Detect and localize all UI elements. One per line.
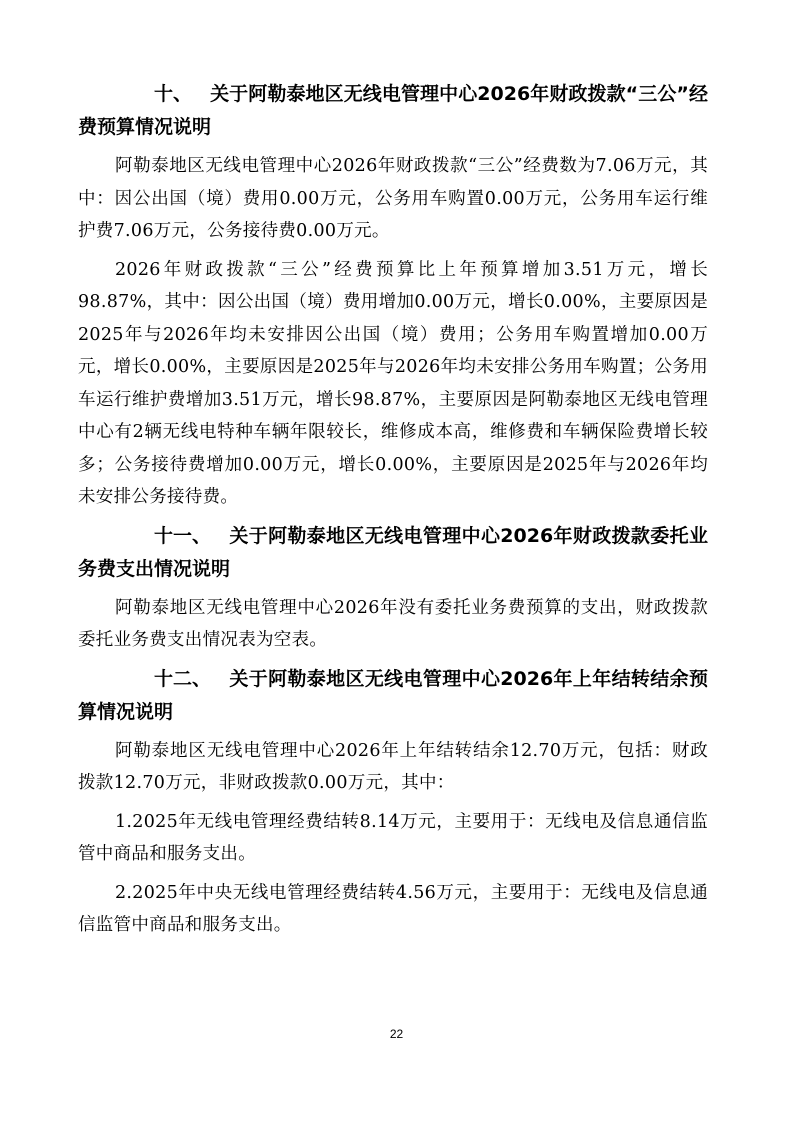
paragraph: 2.2025年中央无线电管理经费结转4.56万元，主要用于：无线电及信息通信监管中商品和服务支出。: [78, 882, 708, 935]
page-number: 22: [389, 1027, 404, 1041]
section-number: 十、: [154, 83, 193, 105]
section-heading: [78, 663, 708, 729]
section-title: 关于阿勒泰地区无线电管理中心2026年财政拨款“三公”经费预算情况说明: [78, 83, 708, 138]
section-heading: [78, 520, 708, 586]
paragraph: 阿勒泰地区无线电管理中心2026年没有委托业务费预算的支出，财政拨款委托业务费支出情况表为空表。: [78, 597, 708, 650]
section-12: [78, 663, 708, 942]
paragraph: 2026年财政拨款“三公”经费预算比上年预算增加3.51万元，增长98.87%，其中：因公出国（境）费用增加0.00万元，增长0.00%，主要原因是2025年与2026年均未安排因公出国（境）费用；公务用车购置增加0.00万元，增长0.00%，主要原因是2025年与2026年均未安排公务用车购置；公务用车运行维护费增加3.51万元，增长98.87%，主要原因是阿勒泰地区无线电管理中心有2辆无线电特种车辆年限较长，维修成本高，维修费和车辆保险费增长较多；公务接待费增加0.00万元，增长0.00%，主要原因是2025年与2026年均未安排公务接待费。: [78, 259, 708, 507]
section-10: [78, 78, 708, 514]
document-body: [78, 78, 708, 942]
section-number: 十一、: [154, 524, 212, 547]
paragraph: 阿勒泰地区无线电管理中心2026年财政拨款“三公”经费数为7.06万元，其中：因公出国（境）费用0.00万元，公务用车购置0.00万元，公务用车运行维护费7.06万元，公务接待费0.00万元。: [78, 156, 708, 241]
section-number: 十二、: [154, 667, 212, 690]
paragraph: 1.2025年无线电管理经费结转8.14万元，主要用于：无线电及信息通信监管中商品和服务支出。: [78, 811, 708, 864]
paragraph: 阿勒泰地区无线电管理中心2026年上年结转结余12.70万元，包括：财政拨款12.70万元，非财政拨款0.00万元，其中：: [78, 740, 708, 793]
section-11: [78, 520, 708, 657]
section-title: 关于阿勒泰地区无线电管理中心2026年上年结转结余预算情况说明: [78, 667, 708, 723]
section-heading: [78, 78, 708, 144]
section-title: 关于阿勒泰地区无线电管理中心2026年财政拨款委托业务费支出情况说明: [78, 524, 708, 580]
